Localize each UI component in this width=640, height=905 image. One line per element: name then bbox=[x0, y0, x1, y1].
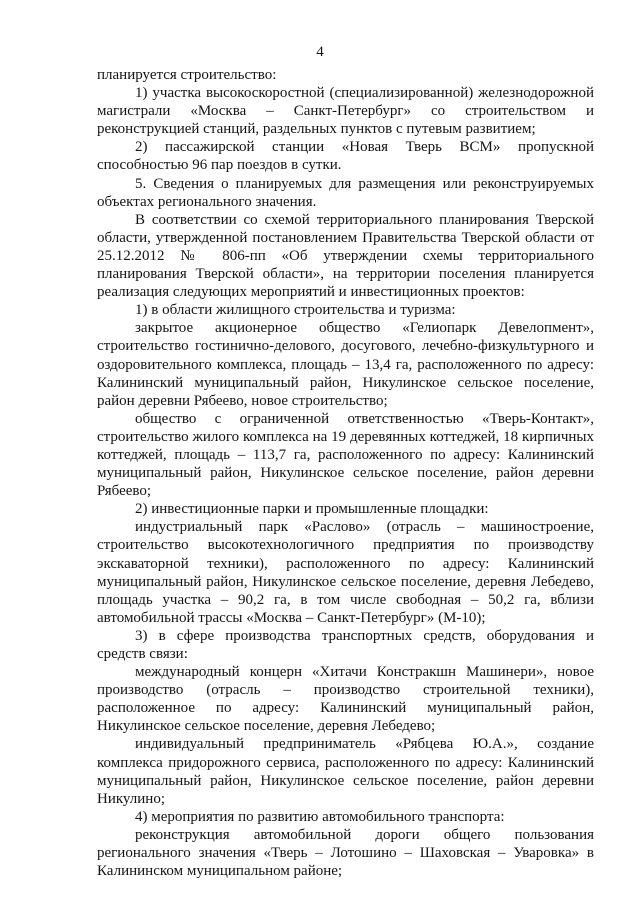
section-heading-5: 5. Сведения о планируемых для размещения или реконструируемых объектах регионального значения. bbox=[97, 175, 594, 210]
list-heading-housing: 1) в области жилищного строительства и туризма: bbox=[135, 302, 456, 319]
paragraph-intro: В соответствии со схемой территориального планирования Тверской области, утвержденной постановлением Правительства Тверской области от 25.12.2012 № 806-пп «Об утверждении схемы территориального планирования Тверской области», на территории поселения планируется реализация следующих мероприятий и инвестиционных проектов: bbox=[97, 211, 594, 301]
list-item-tver-contact: общество с ограниченной ответственностью «Тверь-Контакт», строительство жилого комплекса на 19 деревянных коттеджей, 18 кирпичных коттеджей, площадь – 113,7 га, расположенного по адресу: Калининский муниципальный район, Никулинское сельское поселение, район деревни Рябеево; bbox=[97, 410, 594, 500]
paragraph-continuation: планируется строительство: bbox=[97, 67, 277, 83]
list-heading-road-transport: 4) мероприятия по развитию автомобильного транспорта: bbox=[135, 808, 505, 825]
paragraph-item-2: 2) пассажирской станции «Новая Тверь ВСМ» пропускной способностью 96 пар поездов в сутки. bbox=[97, 139, 594, 174]
list-item-hitachi: международный концерн «Хитачи Констракшн Машинери», новое производство (отрасль – производство строительной техники), расположенное по адресу: Калининский муниципальный район, Никулинское сельское поселение, деревня Лебедево; bbox=[97, 664, 594, 735]
paragraph-item-1: 1) участка высокоскоростной (специализированной) железнодорожной магистрали «Москва – Санкт-Петербург» со строительством и реконструкцией станций, раздельных пунктов с путевым развитием; bbox=[97, 85, 594, 138]
list-item-raslovo: индустриальный парк «Раслово» (отрасль – машиностроение, строительство высокотехнологичного предприятия по производству экскаваторной техники), расположенного по адресу: Калининский муниципальный район, Никулинское сельское поселение, деревня Лебедево, площадь участка – 90,2 га, в том числе свободная – 50,2 га, вблизи автомобильной трассы «Москва – Санкт-Петербург» (М-10); bbox=[97, 519, 594, 626]
page-number: 4 bbox=[316, 44, 324, 60]
list-item-ryabtseva: индивидуальный предприниматель «Рябцева Ю.А.», создание комплекса придорожного сервиса, расположенного по адресу: Калининский муниципальный район, Никулинское сельское поселение, район деревни Никулино; bbox=[97, 736, 594, 807]
list-item-road-reconstruction: реконструкция автомобильной дороги общего пользования регионального значения «Тверь – Лотошино – Шаховская – Уваровка» в Калининском муниципальном районе; bbox=[97, 826, 594, 880]
document-body bbox=[97, 66, 594, 880]
list-heading-transport-production: 3) в сфере производства транспортных средств, оборудования и средств связи: bbox=[97, 627, 594, 662]
list-heading-industrial: 2) инвестиционные парки и промышленные площадки: bbox=[135, 501, 489, 518]
list-item-helio-park: закрытое акционерное общество «Гелиопарк Девелопмент», строительство гостинично-делового, досугового, лечебно-физкультурного и оздоровительного комплекса, площадь – 13,4 га, расположенного по адресу: Калининский муниципальный район, Никулинское сельское поселение, район деревни Рябеево, новое строительство; bbox=[97, 320, 594, 409]
